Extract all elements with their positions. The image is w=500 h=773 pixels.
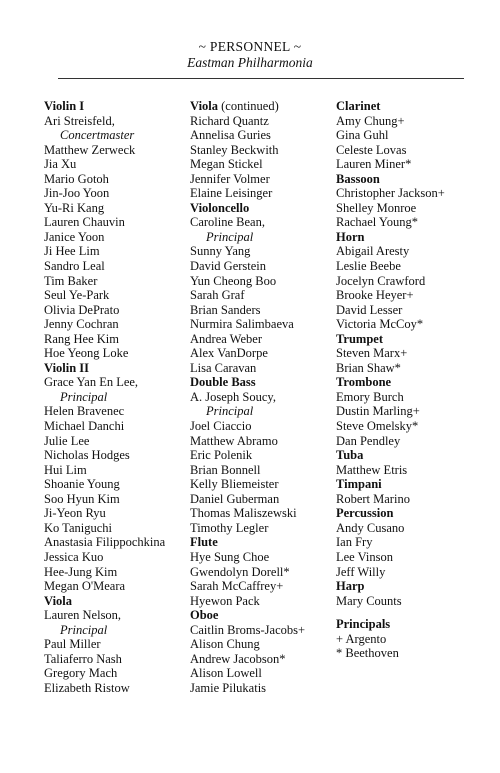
member-name: Robert Marino — [336, 491, 410, 506]
member-name: David Lesser — [336, 302, 403, 317]
section-heading — [44, 594, 165, 609]
member-role: Principal — [206, 404, 254, 419]
member-name: Stanley Beckwith — [190, 142, 279, 157]
member-name: Nicholas Hodges — [44, 448, 130, 463]
section-heading — [336, 448, 445, 463]
member-name: Seul Ye-Park — [44, 288, 110, 303]
member-name: Sandro Leal — [44, 259, 105, 274]
member-name: Victoria McCoy* — [336, 317, 424, 332]
member-name: Steven Marx+ — [336, 346, 408, 361]
section-heading — [190, 608, 305, 623]
section-heading-label: Timpani — [336, 477, 382, 492]
member-name: Emory Burch — [336, 389, 404, 404]
member-role: Principal — [60, 622, 108, 637]
personnel-column-2 — [190, 99, 305, 695]
member-name: Michael Danchi — [44, 419, 125, 434]
section-heading-label: Violin II — [44, 360, 90, 375]
member-name: Brian Shaw* — [336, 360, 401, 375]
member-name: Matthew Zerweck — [44, 142, 136, 157]
member-name: Olivia DePrato — [44, 302, 120, 317]
section-heading-label: Viola — [190, 99, 219, 113]
member-name: Yu-Ri Kang — [44, 200, 105, 215]
member-name: Brooke Heyer+ — [336, 288, 414, 303]
member-name: Celeste Lovas — [336, 142, 407, 157]
member-name: Alison Chung — [190, 637, 260, 652]
section-heading-suffix: (continued) — [218, 99, 279, 113]
member-name: Thomas Maliszewski — [190, 506, 297, 521]
member-name: Jocelyn Crawford — [336, 273, 426, 288]
member-name: Megan O'Meara — [44, 579, 126, 594]
personnel-column-1 — [44, 99, 165, 695]
personnel-column-3 — [336, 99, 445, 661]
section-heading-label: Trumpet — [336, 331, 383, 346]
member-name: Ji-Yeon Ryu — [44, 506, 106, 521]
member-name: Shelley Monroe — [336, 200, 417, 215]
section-heading-label: Bassoon — [336, 171, 380, 186]
section-heading — [336, 579, 445, 594]
member-name: Sarah Graf — [190, 288, 245, 303]
member-name: Jeff Willy — [336, 564, 386, 579]
section-heading-label: Viola — [44, 593, 73, 608]
section-heading-label: Horn — [336, 229, 365, 244]
section-heading — [190, 201, 305, 216]
member-name: A. Joseph Soucy, — [190, 389, 276, 404]
section-heading-label: Flute — [190, 535, 218, 550]
member-name: Brian Sanders — [190, 302, 261, 317]
member-name: Hui Lim — [44, 462, 87, 477]
member-name: Anastasia Filippochkina — [44, 535, 166, 550]
member-name: Kelly Bliemeister — [190, 477, 279, 492]
section-heading-label: Percussion — [336, 506, 394, 521]
member-role: Principal — [206, 229, 254, 244]
member-name: Mary Counts — [336, 593, 402, 608]
section-heading — [336, 477, 445, 492]
section-heading — [336, 230, 445, 245]
section-heading — [336, 332, 445, 347]
section-heading-label: Clarinet — [336, 99, 381, 113]
member-name: Shoanie Young — [44, 477, 120, 492]
member-role: Concertmaster — [60, 128, 135, 143]
member-name: Andy Cusano — [336, 520, 405, 535]
member-name: Sunny Yang — [190, 244, 251, 259]
section-heading-label: Violin I — [44, 99, 85, 113]
section-heading — [336, 617, 445, 632]
member-name: Jin-Joo Yoon — [44, 186, 110, 201]
member-name: Julie Lee — [44, 433, 90, 448]
section-heading — [44, 99, 165, 114]
section-heading-label: Violoncello — [190, 200, 250, 215]
member-name: Sarah McCaffrey+ — [190, 579, 284, 594]
member-name: Megan Stickel — [190, 157, 263, 172]
section-heading — [336, 506, 445, 521]
member-name: Ian Fry — [336, 535, 373, 550]
member-name: Leslie Beebe — [336, 259, 401, 274]
member-name: Gwendolyn Dorell* — [190, 564, 290, 579]
member-name: David Gerstein — [190, 259, 267, 274]
section-heading — [336, 375, 445, 390]
section-heading-label: Principals — [336, 617, 391, 632]
member-name: Timothy Legler — [190, 520, 269, 535]
section-heading-label: Double Bass — [190, 375, 256, 390]
member-name: Nurmira Salimbaeva — [190, 317, 294, 332]
member-name: Eric Polenik — [190, 448, 253, 463]
member-name: Amy Chung+ — [336, 113, 405, 128]
member-name: Gina Guhl — [336, 128, 389, 143]
member-name: Lisa Caravan — [190, 360, 257, 375]
member-name: + Argento — [336, 631, 387, 646]
page-title: ~ PERSONNEL ~ — [198, 39, 302, 54]
member-name: Paul Miller — [44, 637, 101, 652]
member-name: Matthew Abramo — [190, 433, 278, 448]
member-name: Jessica Kuo — [44, 549, 104, 564]
section-heading-label: Trombone — [336, 375, 392, 390]
section-heading-label: Harp — [336, 579, 365, 594]
member-name: Dustin Marling+ — [336, 404, 420, 419]
section-heading — [190, 535, 305, 550]
header-divider — [58, 78, 464, 79]
member-name: Hoe Yeong Loke — [44, 346, 129, 361]
section-heading — [190, 375, 305, 390]
member-name: Dan Pendley — [336, 433, 401, 448]
member-name: * Beethoven — [336, 646, 399, 661]
member-name: Caitlin Broms-Jacobs+ — [190, 622, 306, 637]
member-name: Lee Vinson — [336, 549, 393, 564]
member-name: Annelisa Guries — [190, 128, 271, 143]
member-name: Alison Lowell — [190, 666, 262, 681]
member-name: Richard Quantz — [190, 113, 269, 128]
member-name: Mario Gotoh — [44, 171, 109, 186]
member-name: Jamie Pilukatis — [190, 680, 267, 695]
member-name: Hye Sung Choe — [190, 549, 270, 564]
member-name: Tim Baker — [44, 273, 98, 288]
member-name: Andrea Weber — [190, 331, 262, 346]
member-name: Ko Taniguchi — [44, 520, 112, 535]
member-name: Grace Yan En Lee, — [44, 375, 139, 390]
member-name: Ji Hee Lim — [44, 244, 100, 259]
section-heading — [336, 172, 445, 187]
member-name: Yun Cheong Boo — [190, 273, 277, 288]
member-name: Daniel Guberman — [190, 491, 280, 506]
section-heading — [336, 99, 445, 114]
member-name: Jennifer Volmer — [190, 171, 270, 186]
member-name: Joel Ciaccio — [190, 419, 252, 434]
member-name: Lauren Chauvin — [44, 215, 125, 230]
member-name: Janice Yoon — [44, 229, 105, 244]
member-name: Hee-Jung Kim — [44, 564, 118, 579]
member-name: Elaine Leisinger — [190, 186, 273, 201]
member-name: Caroline Bean, — [190, 215, 265, 230]
member-name: Matthew Etris — [336, 462, 408, 477]
section-heading — [190, 99, 305, 114]
member-name: Rachael Young* — [336, 215, 418, 230]
section-heading-label: Oboe — [190, 608, 219, 623]
member-name: Jenny Cochran — [44, 317, 119, 332]
member-name: Brian Bonnell — [190, 462, 261, 477]
member-name: Elizabeth Ristow — [44, 680, 130, 695]
member-name: Taliaferro Nash — [44, 651, 122, 666]
member-name: Rang Hee Kim — [44, 331, 119, 346]
member-name: Alex VanDorpe — [190, 346, 268, 361]
ensemble-subtitle: Eastman Philharmonia — [187, 55, 313, 70]
member-name: Andrew Jacobson* — [190, 651, 286, 666]
member-name: Jia Xu — [44, 157, 77, 172]
member-role: Principal — [60, 389, 108, 404]
member-name: Lauren Miner* — [336, 157, 412, 172]
member-name: Steve Omelsky* — [336, 419, 419, 434]
member-name: Helen Bravenec — [44, 404, 125, 419]
section-heading — [44, 361, 165, 376]
section-spacer — [336, 608, 445, 617]
member-name: Lauren Nelson, — [44, 608, 122, 623]
section-heading-label: Tuba — [336, 448, 364, 463]
member-name: Hyewon Pack — [190, 593, 260, 608]
member-name: Christopher Jackson+ — [336, 186, 445, 201]
member-name: Ari Streisfeld, — [44, 113, 115, 128]
member-name: Gregory Mach — [44, 666, 118, 681]
member-name: Soo Hyun Kim — [44, 491, 120, 506]
member-name: Abigail Aresty — [336, 244, 410, 259]
